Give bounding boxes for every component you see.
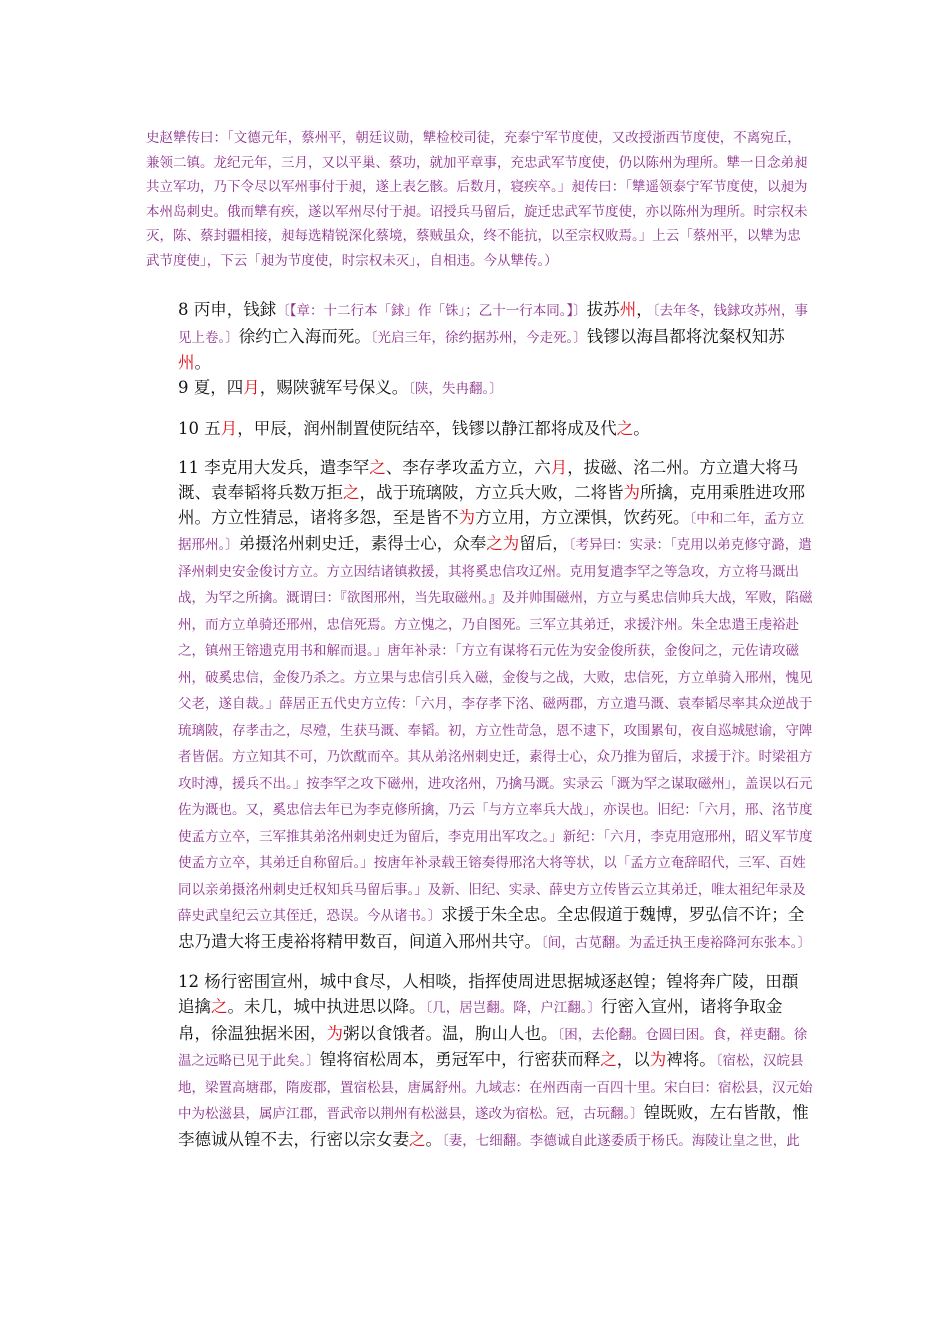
annotation: 〔去年冬，钱銶攻苏州，事见上卷。〕 (178, 303, 808, 346)
annotation: 〔困，去伦翻。仓圆曰困。食，祥吏翻。徐温之远略已见于此矣。〕 (178, 1026, 808, 1069)
paragraph-9: 9 夏，四月，赐陕虢军号保义。〔陕，失冉翻。〕 (178, 378, 503, 397)
annotation: 〔陕，失冉翻。〕 (408, 381, 503, 397)
annotation: 〔光启三年，徐约据苏州，今走死。〕 (370, 329, 587, 346)
document-page (146, 126, 814, 1153)
annotation: 〔中和二年，孟方立据邢州。〕 (178, 510, 805, 553)
paragraph-10: 10 五月，甲辰，润州制置使阮结卒，钱镠以静江都将成及代之。 (178, 418, 650, 438)
annotation: 〔妻，七细翻。李德诚自此遂委质于杨氏。海陵让皇之世，此 (442, 1132, 800, 1149)
annotation: 〔几，居岂翻。降，户江翻。〕 (425, 1000, 601, 1016)
paragraph-8: 8 丙申，钱銶〔【章：十二行本「銶」作「铢」；乙十一行本同。】〕拔苏州，〔去年冬，钱銶攻苏州，事见上卷。〕徐约亡入海而死。〔光启三年，徐约据苏州，今走死。〕钱镠以海昌都将沈粲权知苏州。 (178, 300, 808, 372)
annotation: 〔考异曰：实录：「克用以弟克修守潞，遣泽州刺史安金俊讨方立。方立因结诸镇救援，其将奚忠信攻辽州。克用复遣李罕之等急攻，方立将马溉出战，为罕之所擒。溉谓曰：『欲图邢州，当先取磁州。』及并帅围磁州，方立与奚忠信帅兵大战，军败，陷磁州，而方立单骑还邢州，忠信死焉。方立愧之，乃自图死。三军立其弟迁，求援汴州。朱全忠遣王虔裕赴之，镇州王镕遗克用书和解而退。」唐年补录：「方立有谋将石元佐为安金俊所获，金俊问之，元佐请攻磁州，破奚忠信，金俊乃杀之。方立果与忠信引兵入磁，金俊与之战，大败，忠信死，方立单骑入邢州，愧见父老，遂自裁。」薛居正五代史方立传：「六月，李存孝下洺、磁两郡，方立遣马溉、袁奉韬尽率其众逆战于琉璃陂，存孝击之，尽殪，生获马溉、奉韬。初，方立性苛急，恩不逮下，攻围累旬，夜自巡城慰谕，守陴者皆倨。方立知其不可，乃饮酖而卒。其从弟洺州刺史迁，素得士心，众乃推为留后，求援于汴。时梁祖方攻时溥，援兵不出。」按李罕之攻下磁州，进攻洺州，乃擒马溉。实录云「溉为罕之谋取磁州」，盖误以石元佐为溉也。又，奚忠信去年已为李克修所擒，乃云「与方立率兵大战」，亦误也。旧纪：「六月，邢、洺节度使孟方立卒，三军推其弟洺州刺史迁为留后，李克用出军攻之。」新纪：「六月，李克用寇邢州，昭义军节度使孟方立卒，其弟迁自称留后。」按唐年补录载王镕奏得邢洺大将等状，以「孟方立奄辞昭代，三军、百姓同以亲弟摄洺州刺史迁权知兵马留后事。」及新、旧纪、实录、薛史方立传皆云立其弟迁，唯太祖纪年录及薛史武皇纪云立其侄迁，恐误。今从诸书。〕 (178, 537, 813, 924)
annotation: 〔【章：十二行本「銶」作「铢」；乙十一行本同。】〕 (276, 303, 587, 319)
annotation: 〔间，古苋翻。为孟迁执王虔裕降河东张本。〕 (541, 934, 811, 951)
paragraph-12: 12 杨行密围宣州，城中食尽，人相啖，指挥使周进思据城逐赵锽；锽将奔广陵，田頵追擒之。未几，城中执进思以降。〔几，居岂翻。降，户江翻。〕行密入宣州，诸将争取金帛，徐温独据米困，为粥以食饿者。温，朐山人也。〔困，去伦翻。仓圆曰困。食，祥吏翻。徐温之远略已见于此矣。〕锽将宿松周本，勇冠军中，行密获而释之，以为裨将。〔宿松，汉皖县地，梁置高塘郡，隋废郡，置宿松县，唐属舒州。九域志：在州西南一百四十里。宋白曰：宿松县，汉元始中为松滋县，属庐江郡，晋武帝以荆州有松滋县，遂改为宿松。冠，古玩翻。〕锽既败，左右皆散，惟李德诚从锽不去，行密以宗女妻之。〔妻，七细翻。李德诚自此遂委质于杨氏。海陵让皇之世，此 (178, 972, 813, 1149)
annotation: 〔宿松，汉皖县地，梁置高塘郡，隋废郡，置宿松县，唐属舒州。九域志：在州西南一百四十里。宋白曰：宿松县，汉元始中为松滋县，属庐江郡，晋武帝以荆州有松滋县，遂改为宿松。冠，古玩翻。〕 (178, 1053, 813, 1122)
paragraph-11: 11 李克用大发兵，遣李罕之、李存孝攻孟方立，六月，拔磁、洺二州。方立遣大将马溉、袁奉韬将兵数万拒之，战于琉璃陂，方立兵大败，二将皆为所擒，克用乘胜进攻邢州。方立性猜忌，诸将多怨，至是皆不为方立用，方立溧惧，饮药死。〔中和二年，孟方立据邢州。〕弟摄洺州刺史迁，素得士心，众奉之为留后，〔考异曰：实录：「克用以弟克修守潞，遣泽州刺史安金俊讨方立。方立因结诸镇救援，其将奚忠信攻辽州。克用复遣李罕之等急攻，方立将马溉出战，为罕之所擒。溉谓曰：『欲图邢州，当先取磁州。』及并帅围磁州，方立与奚忠信帅兵大战，军败，陷磁州，而方立单骑还邢州，忠信死焉。方立愧之，乃自图死。三军立其弟迁，求援汴州。朱全忠遣王虔裕赴之，镇州王镕遗克用书和解而退。」唐年补录：「方立有谋将石元佐为安金俊所获，金俊问之，元佐请攻磁州，破奚忠信，金俊乃杀之。方立果与忠信引兵入磁，金俊与之战，大败，忠信死，方立单骑入邢州，愧见父老，遂自裁。」薛居正五代史方立传：「六月，李存孝下洺、磁两郡，方立遣马溉、袁奉韬尽率其众逆战于琉璃陂，存孝击之，尽殪，生获马溉、奉韬。初，方立性苛急，恩不逮下，攻围累旬，夜自巡城慰谕，守陴者皆倨。方立知其不可，乃饮酖而卒。其从弟洺州刺史迁，素得士心，众乃推为留后，求援于汴。时梁祖方攻时溥，援兵不出。」按李罕之攻下磁州，进攻洺州，乃擒马溉。实录云「溉为罕之谋取磁州」，盖误以石元佐为溉也。又，奚忠信去年已为李克修所擒，乃云「与方立率兵大战」，亦误也。旧纪：「六月，邢、洺节度使孟方立卒，三军推其弟洺州刺史迁为留后，李克用出军攻之。」新纪：「六月，李克用寇邢州，昭义军节度使孟方立卒，其弟迁自称留后。」按唐年补录载王镕奏得邢洺大将等状，以「孟方立奄辞昭代，三军、百姓同以亲弟摄洺州刺史迁权知兵马留后事。」及新、旧纪、实录、薛史方立传皆云立其弟迁，唯太祖纪年录及薛史武皇纪云立其侄迁，恐误。今从诸书。〕求援于朱全忠。全忠假道于魏博，罗弘信不许；全忠乃遣大将王虔裕将精甲数百，间道入邢州共守。〔间，古苋翻。为孟迁执王虔裕降河东张本。〕 (178, 457, 813, 951)
commentary-block: 史赵犨传曰：「文德元年，蔡州平，朝廷议勋，犨检校司徒，充泰宁军节度使，又改授浙西节度使，不离宛丘，兼领二镇。龙纪元年，三月，又以平巢、蔡功，就加平章事，充忠武军节度使，仍以陈州为理所。犨一日念弟昶共立军功，乃下令尽以军州事付于昶，遂上表乞骸。后数月，寝疾卒。」昶传曰：「犨遥领泰宁军节度使，以昶为本州岛刺史。俄而犨有疾，遂以军州尽付于昶。诏授兵马留后，旋迁忠武军节度使，亦以陈州为理所。时宗权未灭，陈、蔡封疆相接，昶每选精锐深化蔡境，蔡贼虽众，终不能抗，以至宗权败焉。」上云「蔡州平，以犨为忠武节度使」，下云「昶为节度使，时宗权未灭」，自相违。今从犨传。） (146, 130, 808, 269)
